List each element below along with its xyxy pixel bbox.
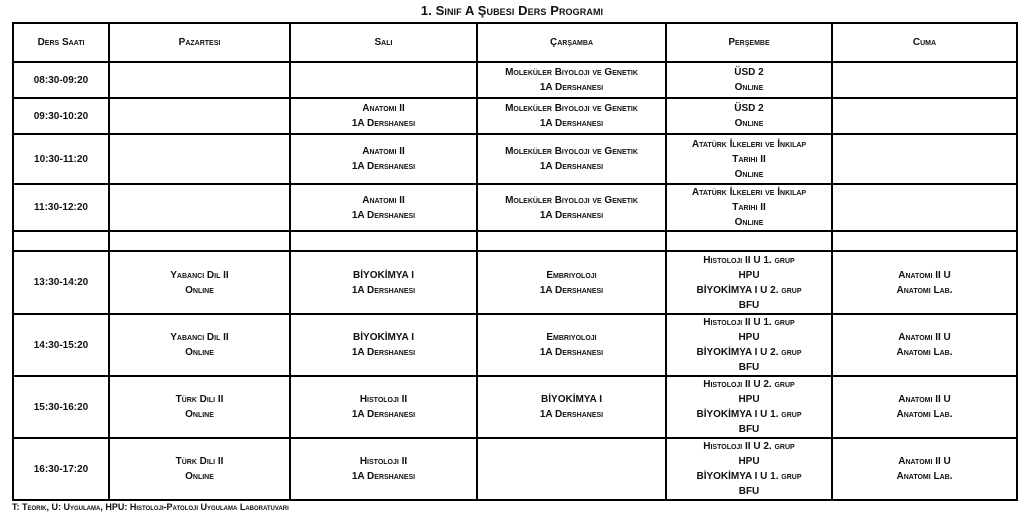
course-line: Anatomi II	[362, 194, 405, 206]
header-tuesday: Salı	[290, 23, 477, 62]
cell-friday	[832, 376, 1017, 438]
course-line: Histoloji II	[359, 456, 408, 467]
course-line: Yabancı Dil II	[170, 269, 229, 281]
course-line: BİYOKİMYA I	[353, 332, 414, 343]
course-line: Atatürk İlkeleri ve İnkılap	[691, 138, 807, 150]
cell-tuesday	[290, 314, 477, 376]
cell-monday	[109, 251, 290, 314]
header-wednesday: Çarşamba	[477, 23, 666, 62]
cell-thursday	[666, 376, 832, 438]
course-line: 1A Dershanesi	[351, 471, 416, 482]
cell-monday	[109, 376, 290, 438]
course-line: Anatomi Lab.	[896, 471, 953, 482]
course-line: Histoloji II U 1. grup	[703, 254, 795, 266]
course-line: 1A Dershanesi	[351, 161, 416, 172]
course-line: BFU	[738, 486, 760, 497]
course-line: ÜSD 2	[734, 67, 764, 78]
cell-wednesday	[477, 134, 666, 184]
course-line: HPU	[738, 456, 760, 467]
header-monday: Pazartesi	[109, 23, 290, 62]
cell-wednesday	[477, 376, 666, 438]
course-line: Moleküler Biyoloji ve Genetik	[505, 194, 638, 206]
course-line: Embriyoloji	[546, 332, 597, 343]
course-line: BİYOKİMYA I U 2. grup	[696, 347, 802, 358]
table-row	[13, 376, 1017, 438]
table-row	[13, 231, 1017, 251]
course-line: Histoloji II U 2. grup	[703, 379, 795, 390]
cell-monday	[109, 184, 290, 231]
course-line: HPU	[738, 332, 760, 343]
cell-friday	[832, 98, 1017, 134]
cell-thursday	[666, 314, 832, 376]
table-row	[13, 62, 1017, 98]
course-line: Anatomi Lab.	[896, 409, 953, 420]
course-line: ÜSD 2	[734, 103, 764, 114]
course-line: Embriyoloji	[546, 269, 597, 281]
cell-wednesday	[477, 438, 666, 500]
course-line: BİYOKİMYA I U 1. grup	[696, 409, 802, 420]
course-line: 1A Dershanesi	[351, 209, 416, 221]
course-line: Türk Dili II	[175, 394, 224, 405]
course-line: Tarihi II	[732, 202, 766, 213]
course-line: 1A Dershanesi	[351, 409, 416, 420]
course-line: Moleküler Biyoloji ve Genetik	[505, 146, 638, 157]
cell-friday	[832, 314, 1017, 376]
cell-friday	[832, 438, 1017, 500]
header-row	[13, 23, 1017, 62]
course-line: Histoloji II U 1. grup	[703, 317, 795, 328]
course-line: Anatomi II U	[898, 332, 951, 343]
course-line: 1A Dershanesi	[539, 82, 604, 93]
course-line: BİYOKİMYA I U 2. grup	[696, 284, 802, 296]
time-slot	[13, 231, 109, 251]
course-line: 1A Dershanesi	[539, 347, 604, 358]
cell-friday	[832, 251, 1017, 314]
course-line: Histoloji II	[359, 394, 408, 405]
course-line: Online	[734, 118, 764, 129]
course-line: BİYOKİMYA I	[353, 269, 414, 281]
cell-wednesday	[477, 98, 666, 134]
cell-wednesday	[477, 314, 666, 376]
cell-tuesday	[290, 184, 477, 231]
table-row	[13, 98, 1017, 134]
course-line: Online	[185, 347, 214, 358]
cell-friday	[832, 231, 1017, 251]
course-line: HPU	[738, 269, 760, 281]
cell-tuesday	[290, 62, 477, 98]
course-line: Moleküler Biyoloji ve Genetik	[505, 67, 638, 78]
table-row	[13, 184, 1017, 231]
course-line: BİYOKİMYA I	[541, 394, 602, 405]
course-line: BFU	[738, 424, 760, 435]
course-line: Anatomi II U	[898, 394, 951, 405]
course-line: Online	[185, 471, 214, 482]
time-slot: 14:30-15:20	[13, 314, 109, 376]
time-slot: 10:30-11:20	[13, 134, 109, 184]
cell-thursday	[666, 98, 832, 134]
time-slot: 08:30-09:20	[13, 62, 109, 98]
cell-thursday	[666, 231, 832, 251]
course-line: Online	[734, 217, 764, 228]
cell-tuesday	[290, 231, 477, 251]
cell-monday	[109, 134, 290, 184]
course-line: Anatomi II U	[898, 456, 951, 467]
course-line: Anatomi II	[362, 103, 405, 114]
course-line: 1A Dershanesi	[539, 409, 604, 420]
header-thursday: Perşembe	[666, 23, 832, 62]
course-line: 1A Dershanesi	[539, 118, 604, 129]
course-line: 1A Dershanesi	[539, 209, 604, 221]
course-line: Türk Dili II	[175, 456, 224, 467]
cell-monday	[109, 231, 290, 251]
time-slot: 13:30-14:20	[13, 251, 109, 314]
course-line: Tarihi II	[732, 153, 766, 165]
course-line: BFU	[738, 299, 760, 311]
table-row	[13, 251, 1017, 314]
course-line: Anatomi II U	[898, 269, 951, 281]
cell-thursday	[666, 184, 832, 231]
cell-friday	[832, 184, 1017, 231]
cell-thursday	[666, 438, 832, 500]
course-line: Online	[185, 409, 214, 420]
cell-tuesday	[290, 376, 477, 438]
course-line: Histoloji II U 2. grup	[703, 441, 795, 452]
course-line: 1A Dershanesi	[539, 161, 604, 172]
course-line: Anatomi II	[362, 146, 405, 157]
cell-thursday	[666, 251, 832, 314]
course-line: HPU	[738, 394, 760, 405]
cell-tuesday	[290, 98, 477, 134]
course-line: BİYOKİMYA I U 1. grup	[696, 471, 802, 482]
legend-note: T: Teorik, U: Uygulama, HPU: Histoloji-Patoloji Uygulama Laboratuvarı	[12, 502, 289, 512]
cell-tuesday	[290, 251, 477, 314]
course-line: 1A Dershanesi	[351, 118, 416, 129]
cell-monday	[109, 438, 290, 500]
header-friday: Cuma	[832, 23, 1017, 62]
cell-friday	[832, 134, 1017, 184]
header-time: Ders Saati	[13, 23, 109, 62]
cell-wednesday	[477, 184, 666, 231]
cell-wednesday	[477, 231, 666, 251]
table-row	[13, 134, 1017, 184]
course-line: Online	[734, 168, 764, 180]
table-row	[13, 314, 1017, 376]
cell-wednesday	[477, 251, 666, 314]
course-line: Moleküler Biyoloji ve Genetik	[505, 103, 638, 114]
course-line: 1A Dershanesi	[539, 284, 604, 296]
cell-monday	[109, 314, 290, 376]
course-line: Online	[185, 284, 214, 296]
time-slot: 11:30-12:20	[13, 184, 109, 231]
cell-monday	[109, 98, 290, 134]
course-line: 1A Dershanesi	[351, 347, 416, 358]
time-slot: 15:30-16:20	[13, 376, 109, 438]
cell-tuesday	[290, 134, 477, 184]
cell-tuesday	[290, 438, 477, 500]
cell-monday	[109, 62, 290, 98]
time-slot: 16:30-17:20	[13, 438, 109, 500]
schedule-table	[12, 22, 1018, 501]
page-title: 1. Sınıf A Şubesi Ders Programı	[420, 3, 604, 18]
course-line: Online	[734, 82, 764, 93]
cell-friday	[832, 62, 1017, 98]
course-line: 1A Dershanesi	[351, 284, 416, 296]
table-row	[13, 438, 1017, 500]
course-line: Yabancı Dil II	[170, 332, 229, 343]
course-line: BFU	[738, 362, 760, 373]
course-line: Anatomi Lab.	[896, 284, 953, 296]
cell-wednesday	[477, 62, 666, 98]
course-line: Anatomi Lab.	[896, 347, 953, 358]
cell-thursday	[666, 134, 832, 184]
cell-thursday	[666, 62, 832, 98]
course-line: Atatürk İlkeleri ve İnkılap	[691, 187, 807, 198]
time-slot: 09:30-10:20	[13, 98, 109, 134]
